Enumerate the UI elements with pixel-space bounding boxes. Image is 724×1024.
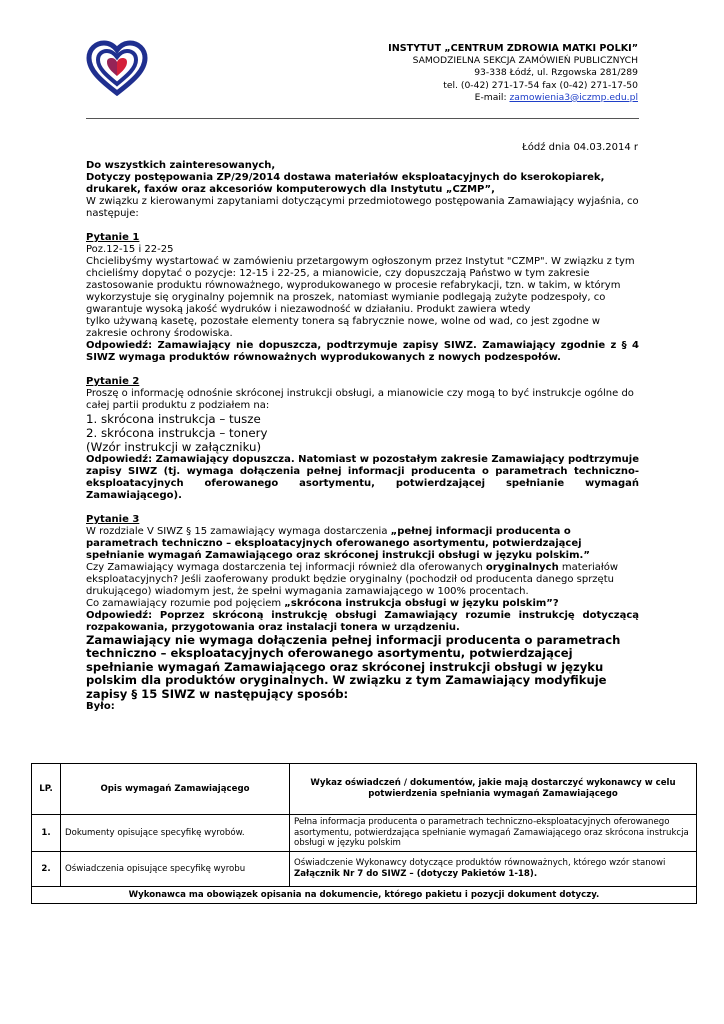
was-label: Było:: [86, 701, 115, 713]
department: SAMODZIELNA SEKCJA ZAMÓWIEŃ PUBLICZNYCH: [412, 55, 638, 67]
answer-3: Odpowiedź: Poprzez skróconą instrukcję obsługi Zamawiający rozumie instrukcję dotyczącą rozpakowania, przygotowania oraz instalacji tonera w urządzeniu.: [86, 610, 639, 633]
question-3-query-2-a: Co zamawiający rozumie pod pojęciem: [86, 598, 285, 609]
email-label: E-mail:: [474, 91, 510, 103]
question-2-note: (Wzór instrukcji w załączniku): [86, 440, 262, 454]
question-2-title: Pytanie 2: [86, 376, 140, 387]
header-wykaz: Wykaz oświadczeń / dokumentów, jakie mają dostarczyć wykonawcy w celu potwierdzenia spełniania wymagań Zamawiającego: [290, 764, 697, 815]
answer-2: Odpowiedź: Zamawiający dopuszcza. Natomiast w pozostałym zakresie Zamawiający podtrzymuje zapisy SIWZ (tj. wymaga dołączenia pełnej informacji producenta o parametrach techniczno-eksploatacyjnych oferowanego asortymentu, potwierdzającej spełnianie wymagań Zamawiającego).: [86, 454, 640, 501]
row-2-wykaz-attachment: Załącznik Nr 7 do SIWZ – (dotyczy Pakietów 1-18).: [294, 869, 538, 879]
answer-3-continued: Zamawiający nie wymaga dołączenia pełnej informacji producenta o parametrach techniczno – eksploatacyjnych oferowanego asortymentu, potwierdzającej spełnianie wymagań Zamawiającego oraz skróconej instrukcji obsługi w języku polskim dla produktów oryginalnych. W związku z tym Zamawiający modyfikuje zapisy § 15 SIWZ w następujący sposób:: [86, 633, 621, 701]
email-line: [388, 92, 638, 104]
row-1-opis: Dokumenty opisujące specyfikę wyrobów.: [61, 815, 290, 852]
question-3-text: [86, 526, 639, 562]
question-3-query: [86, 562, 639, 598]
phone-fax: tel. (0-42) 271-17-54 fax (0-42) 271-17-50: [443, 79, 638, 91]
answer-1-text: : Zamawiający nie dopuszcza, podtrzymuje zapisy SIWZ. Zamawiający zgodnie z § 4 SIWZ wymaga produktów równoważnych wyprodukowanych z nowych podzespołów.: [86, 340, 639, 363]
table-row: [32, 815, 697, 852]
header-divider: [86, 118, 639, 119]
greeting: Do wszystkich zainteresowanych,: [86, 160, 276, 171]
institute-name: INSTYTUT „CENTRUM ZDROWIA MATKI POLKI”: [388, 43, 638, 54]
intro-text: W związku z kierowanymi zapytaniami dotyczącymi przedmiotowego postępowania Zamawiający wyjaśnia, co następuje:: [86, 196, 639, 219]
question-1-positions: Poz.12-15 i 22-25: [86, 244, 174, 255]
answer-1-label: Odpowiedź: [86, 340, 149, 351]
header-opis: Opis wymagań Zamawiającego: [61, 764, 290, 815]
row-2-wykaz-text: Oświadczenie Wykonawcy dotyczące produktów równoważnych, którego wzór stanowi: [294, 858, 666, 869]
question-1-title: Pytanie 1: [86, 232, 140, 243]
institute-logo-heart-icon: [86, 40, 148, 96]
header-lp: LP.: [32, 764, 61, 815]
row-1-lp: 1.: [32, 815, 61, 852]
row-2-lp: 2.: [32, 852, 61, 887]
question-3-lead: W rozdziale V SIWZ § 15 zamawiający wymaga dostarczenia: [86, 526, 391, 537]
letter-body: [86, 160, 639, 713]
table-footer-row: [32, 887, 697, 904]
question-3-query-2: [86, 598, 639, 610]
table-row: [32, 852, 697, 887]
question-2-item-1: 1. skrócona instrukcja – tusze: [86, 412, 261, 426]
requirements-table: [31, 763, 697, 904]
question-3-query-bold: oryginalnych: [485, 562, 559, 573]
row-1-wykaz: Pełna informacja producenta o parametrach techniczno-eksploatacyjnych oferowanego asortymentu, potwierdzająca spełnianie wymagań Zamawiającego oraz skrócona instrukcja obsługi w języku polskim: [290, 815, 697, 852]
subject: Dotyczy postępowania ZP/29/2014 dostawa materiałów eksploatacyjnych do kserokopiarek, drukarek, faxów oraz akcesoriów komputerowych dla Instytutu „CZMP”,: [86, 172, 605, 195]
question-1-text: Chcielibyśmy wystartować w zamówieniu przetargowym ogłoszonym przez Instytut "CZMP". W związku z tym chcieliśmy dopytać o pozycje: 12-15 i 22-25, a mianowicie, czy dopuszczają Państwo w tym zakresie zastosowanie produktu równoważnego, wyprodukowanego w procesie refabrykacji, tzn. w takim, w którym wykorzystuje się oryginalny pojemnik na proszek, natomiast wymianie podlegają zużyte podzespoły, co gwarantuje wysoką jakość wydruków i niezawodność w działaniu. Produkt zawiera wtedy: [86, 256, 635, 315]
row-2-wykaz: [290, 852, 697, 887]
question-2-text: Proszę o informację odnośnie skróconej instrukcji obsługi, a mianowicie czy mogą to być instrukcje ogólne do całej partii produktu z podziałem na:: [86, 388, 634, 411]
row-2-opis: Oświadczenia opisujące specyfikę wyrobu: [61, 852, 290, 887]
table-header-row: [32, 764, 697, 815]
table-footer-note: Wykonawca ma obowiązek opisania na dokumencie, którego pakietu i pozycji dokument dotyczy.: [32, 887, 697, 904]
address: 93-338 Łódź, ul. Rzgowska 281/289: [474, 67, 638, 79]
question-3-query-b: materiałów eksploatacyjnych? Jeśli zaoferowany produkt będzie oryginalny (pochodził od producenta danego sprzętu drukującego) wiadomym jest, że spełni wymagania zamawiającego w 100% procentach.: [86, 562, 619, 597]
question-1-text-cont: tylko używaną kasetę, pozostałe elementy tonera są fabrycznie nowe, wolne od wad, co jest zgodne w zakresie ochrony środowiska.: [86, 316, 601, 339]
question-2-item-2: 2. skrócona instrukcja – tonery: [86, 426, 268, 440]
answer-1: [86, 340, 639, 364]
letter-date: Łódź dnia 04.03.2014 r: [522, 142, 638, 153]
question-3-quote: „pełnej informacji producenta o parametrach techniczno – eksploatacyjnych oferowanego asortymentu, potwierdzającej spełnianie wymagań Zamawiającego oraz skróconej instrukcji obsługi w języku polskim.”: [86, 526, 590, 561]
question-3-title: Pytanie 3: [86, 514, 140, 525]
institute-header: [388, 43, 638, 104]
question-3-query-2-bold: „skrócona instrukcja obsługi w języku polskim”?: [284, 598, 559, 609]
question-3-query-a: Czy Zamawiający wymaga dostarczenia tej informacji również dla oferowanych: [86, 562, 486, 573]
email-link[interactable]: zamowienia3@iczmp.edu.pl: [509, 91, 638, 103]
